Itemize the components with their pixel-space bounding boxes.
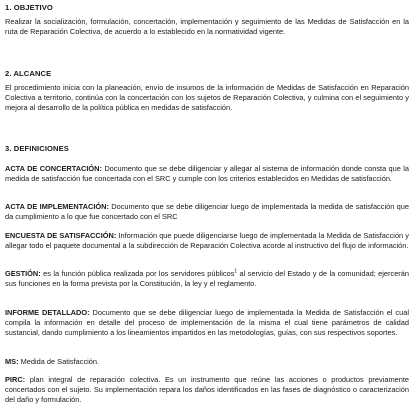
- definition-acta-implementacion: [5, 202, 409, 222]
- objetivo-paragraph: Realizar la socialización, formulación, concertación, implementación y seguimiento de las Medidas de Satisfacción en la ruta de Reparación Colectiva, de acuerdo a lo establecido en la normatividad vigente.: [5, 17, 409, 37]
- definition-text: Medida de Satisfacción.: [18, 357, 100, 366]
- definition-text: Documento que se debe diligenciar luego de implementada la medida de satisfacción que da cumplimiento a lo que fue concertado con el SRC: [5, 202, 409, 222]
- definition-term: GESTIÓN:: [5, 269, 41, 278]
- definition-term: ACTA DE IMPLEMENTACIÓN:: [5, 202, 109, 211]
- definition-text: Documento que se debe diligenciar luego de implementada la Medida de Satisfacción el cual compila la información en detalle del proceso de implementación de la misma el cual tiene parámetros de calidad sustancial, dando cumplimiento a los lineamientos impartidos en las metodologías, guías, con sus respectivos soportes.: [5, 308, 409, 338]
- definition-term: ACTA DE CONCERTACIÓN:: [5, 164, 102, 173]
- section-title-alcance: 2. ALCANCE: [5, 69, 52, 78]
- definition-term: ENCUESTA DE SATISFACCIÓN:: [5, 231, 117, 240]
- definition-gestion: [5, 269, 409, 289]
- section-title-objetivo: 1. OBJETIVO: [5, 3, 53, 12]
- alcance-paragraph: El procedimiento inicia con la planeación, envío de insumos de la información de Medidas de Satisfacción en Reparación Colectiva a territorio, continúa con la concertación con los sujetos de Reparación Colectiva, y culmina con el seguimiento y mejora al desarrollo de la política pública en medidas de satisfacción.: [5, 83, 409, 113]
- footnote-marker: 1: [234, 268, 238, 275]
- definition-text: Información que puede diligenciarse luego de implementada la Medida de Satisfacción y allegar todo el paquete documental a la subdirección de Reparación Colectiva acorde al instructivo del flujo de información.: [5, 231, 410, 251]
- section-title-definiciones: 3. DEFINICIONES: [5, 144, 69, 153]
- definition-encuesta-satisfaccion: [5, 231, 409, 251]
- definition-term: PIRC:: [5, 375, 26, 384]
- definition-text: plan integral de reparación colectiva. Es un instrumento que reúne las acciones o productos previamente concertados con el sujeto. Su implementación repara los daños identificados en las fases de diagnóstico o caracterización del daño y formulación.: [5, 375, 409, 405]
- definition-term: MS:: [5, 357, 19, 366]
- definition-text: Documento que se debe diligenciar y allegar al sistema de información donde consta que la medida de satisfacción fue concertada con el SRC y cumple con los criterios establecidos en Medidas de satisfacción.: [5, 164, 409, 184]
- definition-pirc: [5, 375, 409, 405]
- definition-acta-concertacion: [5, 164, 409, 184]
- definition-informe-detallado: [5, 308, 409, 338]
- definition-text: es la función pública realizada por los servidores públicos: [40, 269, 235, 278]
- definition-ms: [5, 357, 409, 367]
- definition-text-continued: al servicio del Estado y de la comunidad; ejercerán sus funciones en la forma prevista por la Constitución, la ley y el reglamento.: [5, 269, 409, 289]
- definition-term: INFORME DETALLADO:: [5, 308, 90, 317]
